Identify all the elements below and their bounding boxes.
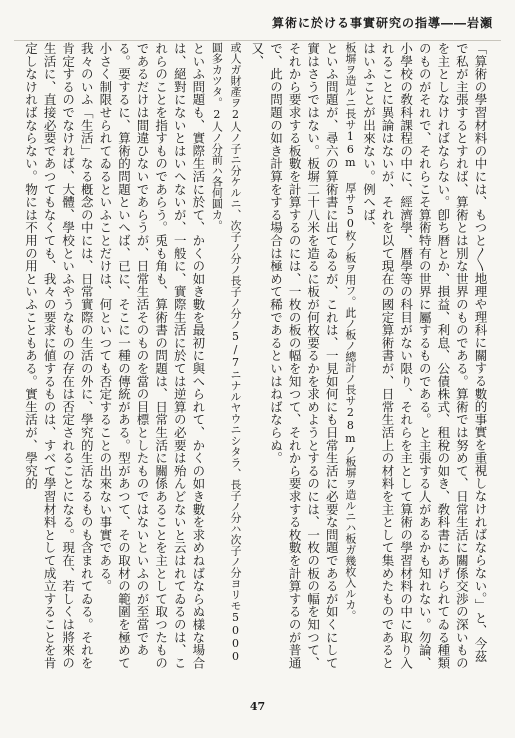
problem-statement: 或人ガ財產ヲ2人ノ子ニ分ケルニ、次子ノ分ノ長子ノ分ノ5/7ニナルヤウニシタラ、長子ノ分ハ次子ノ分ヨリモ5000圓多カツタ。2人ノ分前ハ各何圓カ。 [210,42,242,663]
header-rule [14,40,501,41]
paragraph: 又、 [249,42,265,68]
paragraph: 我々のいふ「生活」なる槪念の中には、日常實際の生活の外に、學究的生活なるものも含まれてゐる。それを肯定するのでなければ、大體、學校といふやうなものの存在は否定されることになる。現在、若しくは將來の生活に、直接必要であつてもなくても、我々の要求に値するものは、すべて學習材料として成立することを肯定しなければならない。物には不用の用といふこともある。實生活が、學究的 [23,42,95,670]
running-title: 算術に於ける事實研究の指導――岩瀬 [271,16,493,30]
text-column-left [14,42,244,672]
paragraph: といふ問題も、實際生活に於て、かくの如き數を最初に與へられて、かくの如き數を求めねばならぬ樣な場合は、絕對にないとはいへないが、一般に、實際生活に於ては逆算の必要は殆んどないと云はれてゐるのは、これらのことを指すものであらう。兎も角も、算術書の問題は、日常生活に關係あることを主として取つたものであるだけは間違ひないであらうが、日常生活そのものを當の目標としたものではないといふのが至當である。要するに、算術的問題といへば、已に、そこに一種の傳統がある。型があつて、その取材の範圍を極めて小さく制限せられてゐるといふことだけは、何といつても否定することの出來ない事實である。 [97,42,206,670]
paragraph: 「算術の學習材料の中には、もつと〳〵地理や理科に關する數的事實を重視しなければならない。」と、今茲で私が主張するとすれば、算術とは別な世界のものである。算術では努めて、日常生活に關係交渉の深いものを主としなければならない。卽ち暦とか、損益、利息、公債株式、租稅の如き、敎科書にあげられてゐる種類のものがそれで、それらこそ算術特有の世界に屬するものである。と主張する人があるかも知れない。勿論、小學校の敎科課程の中に、經濟學、暦學等の科目がない限り、それらを主として算術の學習材料の中に取り入れることに異論はないが、それを以て現在の國定算術書が、日常生活上の材料を主として集めたものであるとはいふことが出來ない。例へば、 [361,42,488,670]
running-header [23,14,493,31]
page-number: 47 [249,700,266,713]
text-column-right [249,42,489,672]
problem-statement: 板塀ヲ造ルニ長サ16m 厚サ50枚ノ板ヲ用フ。此ノ板ノ總計ノ長サ28mノ板塀ヲ造ルニハ板ガ幾枚入ルカ。 [343,42,357,621]
paragraph: といふ問題が、尋六の算術書に出てゐるが、これは、一見如何にも日常生活に必要な問題であるが如くにして實はさうではない。板塀二十八米を造るに板が何枚要るかを求めようとするのには、一枚の板の幅を知つて、それから要求する板數を計算するのには、一枚の板の幅を知つて、それから要求する枚數を計算するのが普通で、此の問題の如き計算をする場合は極めて稀であるといはねばならぬ。 [268,42,340,670]
